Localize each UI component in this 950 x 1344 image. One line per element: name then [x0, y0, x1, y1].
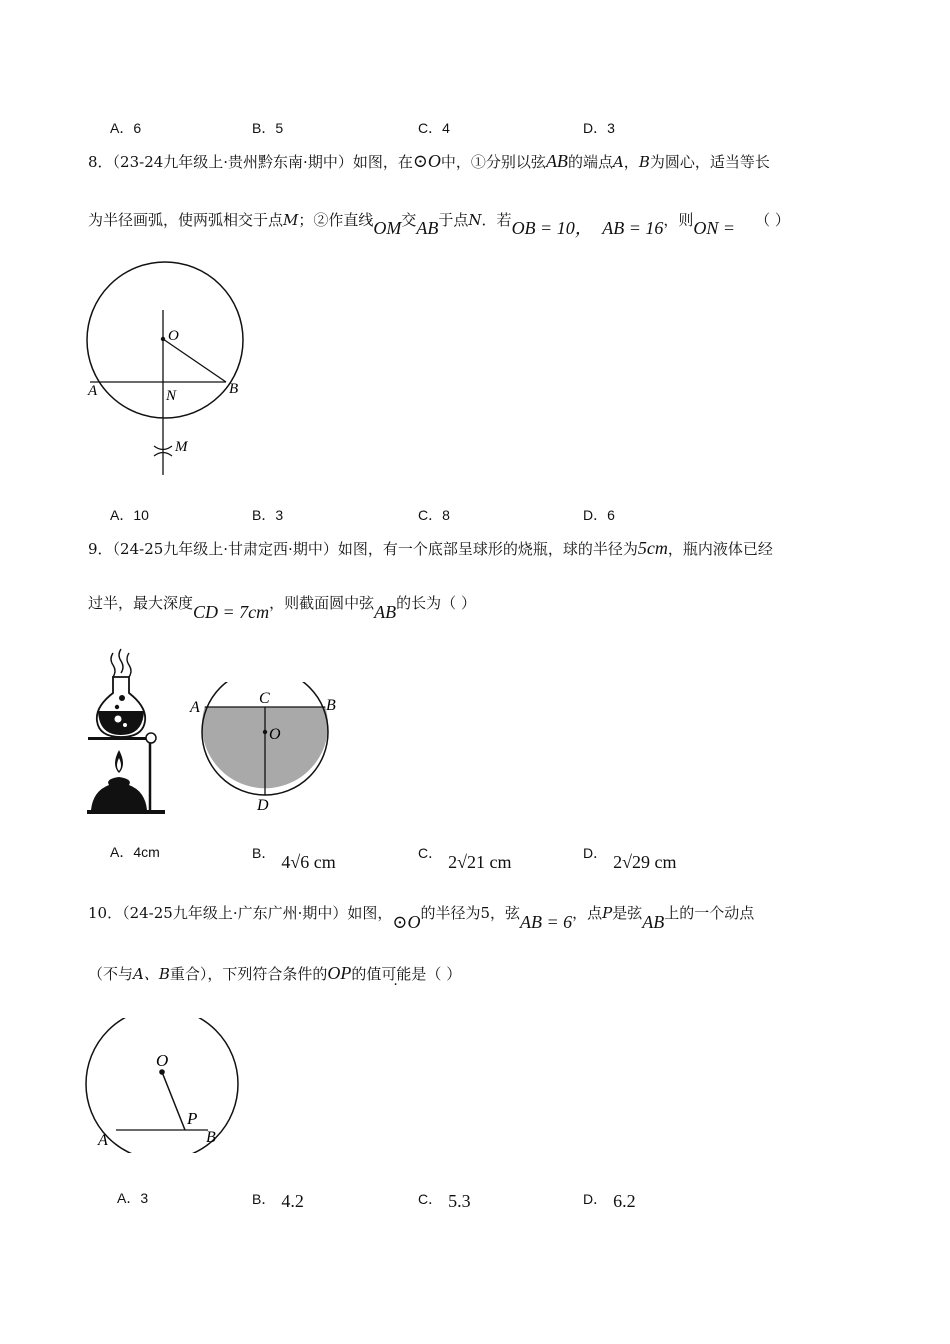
q10-figure	[80, 1018, 250, 1153]
q10-option-d[interactable]: D． 6.2	[583, 1191, 636, 1211]
q8-option-d[interactable]: D．6	[583, 507, 615, 523]
q9-label-o: O	[269, 726, 281, 743]
flask-apparatus-illustration	[85, 645, 165, 820]
q10-option-b[interactable]: B． 4.2	[252, 1191, 304, 1211]
q8-label-n: N	[166, 388, 177, 404]
q9-line-2: 过半，最大深度CD = 7cm，则截面圆中弦AB的长为（ ）	[88, 594, 476, 622]
q10-line-2: （不与A、B重合），下列符合条件的OP的值可能是（ ）	[88, 963, 462, 983]
q9-line-1: 9．（24-25九年级上·甘肃定西·期中）如图，有一个底部呈球形的烧瓶，球的半径为5cm，瓶内液体已经	[88, 538, 773, 558]
q7-option-d[interactable]: D．3	[583, 120, 615, 136]
q8-label-a: A	[88, 383, 98, 399]
q9-figure	[185, 682, 345, 817]
q9-option-c[interactable]: C． 2√21 cm	[418, 845, 512, 872]
q9-label-b: B	[326, 697, 336, 714]
q8-line-1: 8．（23-24九年级上·贵州黔东南·期中）如图，在⊙O中，①分别以弦AB的端点A，B为圆心，适当等长	[88, 151, 770, 171]
q9-option-d[interactable]: D． 2√29 cm	[583, 845, 677, 872]
q9-label-d: D	[257, 797, 269, 814]
q10-label-b: B	[206, 1129, 216, 1146]
q9-label-a: A	[190, 699, 200, 716]
q7-option-b[interactable]: B．5	[252, 120, 284, 136]
q10-option-a[interactable]: A．3	[117, 1190, 149, 1206]
q8-label-m: M	[175, 439, 188, 455]
q7-option-a[interactable]: A．6	[110, 120, 142, 136]
q9-option-b[interactable]: B． 4√6 cm	[252, 845, 336, 872]
q8-option-a[interactable]: A．10	[110, 507, 149, 523]
q9-option-a[interactable]: A．4cm	[110, 844, 160, 860]
q8-label-o: O	[168, 328, 179, 344]
q10-label-a: A	[98, 1132, 108, 1149]
q10-label-o: O	[156, 1051, 169, 1070]
q10-label-p: P	[187, 1109, 198, 1128]
q9-label-c: C	[259, 690, 270, 707]
q8-line-2: 为半径画弧，使两弧相交于点M；②作直线OM交AB于点N．若OB = 10， AB = 16，则ON = （ ）	[88, 211, 790, 238]
q10-line-1: 10．（24-25九年级上·广东广州·期中）如图，⊙O的半径为5，弦AB = 6，点P是弦AB上的一个动点	[88, 904, 755, 932]
q10-option-c[interactable]: C． 5.3	[418, 1191, 471, 1211]
q8-option-b[interactable]: B．3	[252, 507, 284, 523]
q8-label-b: B	[229, 381, 239, 397]
q8-option-c[interactable]: C．8	[418, 507, 450, 523]
q7-option-c[interactable]: C．4	[418, 120, 450, 136]
q8-figure	[80, 260, 255, 480]
